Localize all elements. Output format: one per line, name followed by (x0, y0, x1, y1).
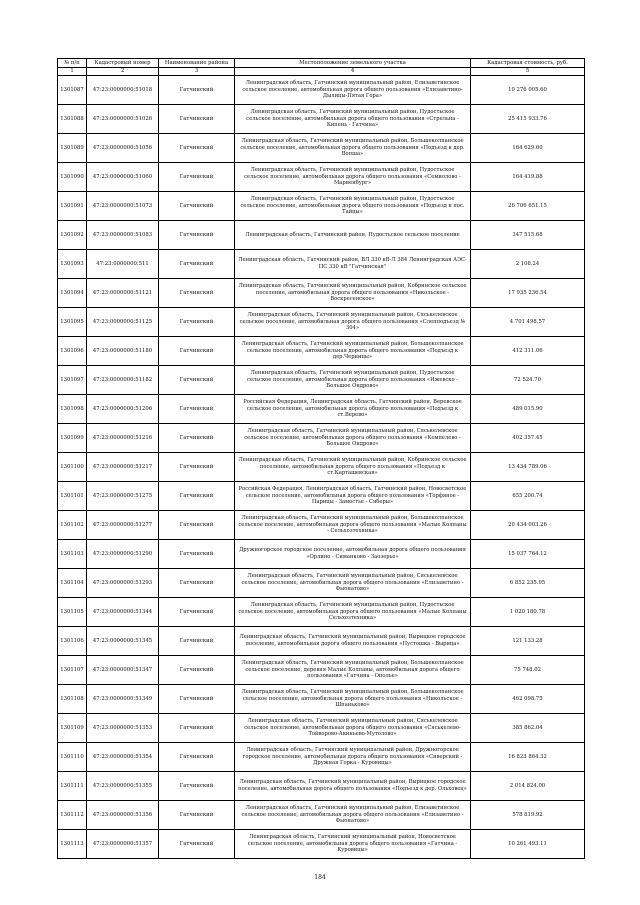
district-cell: Гатчинский (159, 685, 235, 714)
cadastral-number-cell: 47:23:0000000:51180 (87, 337, 159, 366)
location-cell: Ленинградская область, Гатчинский муниципальный район, Большеколпанское сельское поселение, автомобильная дорога общего пользования «Подъезд к дер. Вопша» (235, 134, 471, 163)
cadastral-value-cell: 72 524.70 (471, 366, 585, 395)
cadastral-number-cell: 47:23:0000000:51217 (87, 453, 159, 482)
table-row (58, 395, 585, 424)
column-number: 5 (471, 68, 585, 76)
cadastral-number-cell: 47:23:0000000:51216 (87, 424, 159, 453)
table-row (58, 540, 585, 569)
table-row (58, 337, 585, 366)
location-cell: Ленинградская область, Гатчинский муниципальный район, Сяськелевское сельское поселение, автомобильная дорога общего пользования «Кемпелево - Большое Ондрово» (235, 424, 471, 453)
location-cell: Ленинградская область, Гатчинский муниципальный район, Большеколпанское сельское поселение, автомобильная дорога общего пользования «Никольское - Шпаньково» (235, 685, 471, 714)
cadastral-value-cell: 462 098.75 (471, 685, 585, 714)
cadastral-number-cell: 47:23:0000000:51355 (87, 772, 159, 801)
row-number-cell: 1301091 (58, 192, 87, 221)
cadastral-value-cell: 25 415 933.76 (471, 105, 585, 134)
row-number-cell: 1301109 (58, 714, 87, 743)
cadastral-number-cell: 47:23:0000000:51356 (87, 801, 159, 830)
cadastral-value-cell: 17 935 236.54 (471, 279, 585, 308)
header-district: Наименование района (159, 59, 235, 68)
cadastral-value-cell: 4 701 498.57 (471, 308, 585, 337)
table-row (58, 192, 585, 221)
district-cell: Гатчинский (159, 250, 235, 279)
district-cell: Гатчинский (159, 279, 235, 308)
location-cell: Ленинградская область, Гатчинский муниципальный район, Вырицкое городское поселение, автомобильная дорога общего пользования «Пустошка - Вырица» (235, 627, 471, 656)
cadastral-value-cell: 16 823 864.32 (471, 743, 585, 772)
table-row (58, 221, 585, 250)
table-row (58, 163, 585, 192)
location-cell: Ленинградская область, Гатчинский муниципальный район, Пудостьское сельское поселение, автомобильная дорога общего пользования «Подъезд к пос. Тайцы» (235, 192, 471, 221)
district-cell: Гатчинский (159, 772, 235, 801)
cadastral-number-cell: 47:23:0000000:51275 (87, 482, 159, 511)
cadastral-value-cell: 1 020 180.78 (471, 598, 585, 627)
cadastral-number-cell: 47:23:0000000:51018 (87, 76, 159, 105)
cadastral-number-cell: 47:23:0000000:51344 (87, 598, 159, 627)
cadastral-number-cell: 47:23:0000000:51121 (87, 279, 159, 308)
location-cell: Ленинградская область, Гатчинский муниципальный район, Пудостьское сельское поселение, автомобильная дорога общего пользования «Стрельна - Кипень - Гатчина» (235, 105, 471, 134)
cadastral-value-cell: 2 108.24 (471, 250, 585, 279)
cadastral-number-cell: 47:23:0000000:51026 (87, 105, 159, 134)
header-cadastral-value: Кадастровая стоимость, руб. (471, 59, 585, 68)
cadastral-number-cell: 47:23:0000000:51345 (87, 627, 159, 656)
table-row (58, 569, 585, 598)
table-row (58, 308, 585, 337)
cadastral-table (57, 58, 585, 859)
page-number: 184 (314, 874, 326, 881)
row-number-cell: 1301106 (58, 627, 87, 656)
cadastral-number-cell: 47:23:0000000:51060 (87, 163, 159, 192)
table-row (58, 743, 585, 772)
row-number-cell: 1301095 (58, 308, 87, 337)
row-number-cell: 1301104 (58, 569, 87, 598)
district-cell: Гатчинский (159, 192, 235, 221)
location-cell: Ленинградская область, Гатчинский муниципальный район, Большеколпанское сельское поселение, автомобильная дорога общего пользования «Подъезд к дер.Черницы» (235, 337, 471, 366)
district-cell: Гатчинский (159, 801, 235, 830)
location-cell: Российская Федерация, Ленинградская область, Гатчинский район, Новосветское сельское поселение, автомобильная дорога общего пользования «Торфяное - Парицы - Замостье - Сяберы» (235, 482, 471, 511)
row-number-cell: 1301100 (58, 453, 87, 482)
table-row (58, 279, 585, 308)
district-cell: Гатчинский (159, 424, 235, 453)
location-cell: Ленинградская область, Гатчинский муниципальный район, Новосветское сельское поселение, автомобильная дорога общего пользования «Гатчина - Куровицы» (235, 830, 471, 859)
column-number: 3 (159, 68, 235, 76)
cadastral-value-cell: 578 819.92 (471, 801, 585, 830)
cadastral-value-cell: 164 629.60 (471, 134, 585, 163)
cadastral-value-cell: 13 434 789.06 (471, 453, 585, 482)
district-cell: Гатчинский (159, 830, 235, 859)
table-body (58, 76, 585, 859)
location-cell: Ленинградская область, Гатчинский муниципальный район, Кобринское сельское поселение, автомобильная дорога общего пользования «Подъезд к ст.Карташевская» (235, 453, 471, 482)
cadastral-number-cell: 47:23:0000000:51293 (87, 569, 159, 598)
cadastral-value-cell: 164 419.88 (471, 163, 585, 192)
row-number-cell: 1301093 (58, 250, 87, 279)
district-cell: Гатчинский (159, 482, 235, 511)
table-row (58, 714, 585, 743)
cadastral-number-cell: 47:23:0000000:51083 (87, 221, 159, 250)
district-cell: Гатчинский (159, 743, 235, 772)
document-page (57, 58, 584, 859)
location-cell: Ленинградская область, Гатчинский район, Пудостьское сельское поселение (235, 221, 471, 250)
row-number-cell: 1301098 (58, 395, 87, 424)
table-row (58, 801, 585, 830)
table-row (58, 598, 585, 627)
header-row (58, 59, 585, 68)
row-number-cell: 1301097 (58, 366, 87, 395)
row-number-cell: 1301094 (58, 279, 87, 308)
header-cadastral-number: Кадастровый номер (87, 59, 159, 68)
table-row (58, 366, 585, 395)
location-cell: Ленинградская область, Гатчинский муниципальный район, Большеколпанское сельское поселение, автомобильная дорога общего пользования «Малые Колпаны - Сельхозтехника» (235, 511, 471, 540)
district-cell: Гатчинский (159, 163, 235, 192)
location-cell: Ленинградская область, Гатчинский муниципальный район, Большеколпанское сельское поселение, деревня Малые Колпаны, автомобильная дорога общего пользования «Гатчина - Ополье» (235, 656, 471, 685)
table-row (58, 134, 585, 163)
cadastral-number-cell: 47:23:0000000:51206 (87, 395, 159, 424)
cadastral-value-cell: 75 748.02 (471, 656, 585, 685)
cadastral-number-cell: 47:23:0000000:51125 (87, 308, 159, 337)
row-number-cell: 1301099 (58, 424, 87, 453)
row-number-cell: 1301107 (58, 656, 87, 685)
location-cell: Ленинградская область, Гатчинский район, ВЛ 330 кВ-Л 384 Ленинградская АЭС-ПС 330 кВ "Гатчинская" (235, 250, 471, 279)
cadastral-number-cell: 47:23:0000000:51353 (87, 714, 159, 743)
row-number-cell: 1301102 (58, 511, 87, 540)
table-row (58, 627, 585, 656)
location-cell: Ленинградская область, Гатчинский муниципальный район, Пудостьское сельское поселение, автомобильная дорога общего пользования «Малые Колпаны Сельхозтехника» (235, 598, 471, 627)
district-cell: Гатчинский (159, 453, 235, 482)
column-number: 1 (58, 68, 87, 76)
row-number-cell: 1301096 (58, 337, 87, 366)
cadastral-value-cell: 26 706 651.15 (471, 192, 585, 221)
cadastral-number-cell: 47:23:0000000:51290 (87, 540, 159, 569)
cadastral-number-cell: 47:23:0000000:511 (87, 250, 159, 279)
location-cell: Ленинградская область, Гатчинский муниципальный район, Сяськелевское сельское поселение, автомобильная дорога общего пользования «Елизаветино - Фьюнатово» (235, 569, 471, 598)
district-cell: Гатчинский (159, 105, 235, 134)
location-cell: Дружногорское городское поселение, автомобильная дорога общего пользования «Орлино - Симанково - Заозерье» (235, 540, 471, 569)
row-number-cell: 1301089 (58, 134, 87, 163)
cadastral-number-cell: 47:23:0000000:51357 (87, 830, 159, 859)
cadastral-value-cell: 385 862.04 (471, 714, 585, 743)
table-row (58, 424, 585, 453)
district-cell: Гатчинский (159, 366, 235, 395)
cadastral-number-cell: 47:23:0000000:51354 (87, 743, 159, 772)
cadastral-number-cell: 47:23:0000000:51347 (87, 656, 159, 685)
cadastral-number-cell: 47:23:0000000:51277 (87, 511, 159, 540)
location-cell: Российская Федерация, Ленинградская область, Гатчинский район, Веревское сельское поселение, автомобильная дорога общего пользования «Подъезд к ст.Верево» (235, 395, 471, 424)
district-cell: Гатчинский (159, 308, 235, 337)
header-location: Местоположение земельного участка (235, 59, 471, 68)
cadastral-value-cell: 20 434 003.26 (471, 511, 585, 540)
location-cell: Ленинградская область, Гатчинский муниципальный район, Кобринское сельское поселение, автомобильная дорога общего пользования «Никольское - Воскресенское» (235, 279, 471, 308)
cadastral-value-cell: 15 037 764.12 (471, 540, 585, 569)
table-row (58, 685, 585, 714)
location-cell: Ленинградская область, Гатчинский муниципальный район, Пудостьское сельское поселение, автомобильная дорога общего пользования «Семиолово - Мариенбург» (235, 163, 471, 192)
district-cell: Гатчинский (159, 598, 235, 627)
district-cell: Гатчинский (159, 221, 235, 250)
cadastral-value-cell: 10 276 005.60 (471, 76, 585, 105)
table-row (58, 105, 585, 134)
row-number-cell: 1301108 (58, 685, 87, 714)
district-cell: Гатчинский (159, 134, 235, 163)
district-cell: Гатчинский (159, 511, 235, 540)
cadastral-value-cell: 402 357.45 (471, 424, 585, 453)
location-cell: Ленинградская область, Гатчинский муниципальный район, Дружногорское городское поселение, автомобильная дорога общего пользования «Сиверский - Дружная Горка - Куровицы» (235, 743, 471, 772)
cadastral-value-cell: 121 133.28 (471, 627, 585, 656)
cadastral-number-cell: 47:23:0000000:51182 (87, 366, 159, 395)
district-cell: Гатчинский (159, 76, 235, 105)
district-cell: Гатчинский (159, 337, 235, 366)
location-cell: Ленинградская область, Гатчинский муниципальный район, Сяськелевское сельское поселение, автомобильная дорога общего пользования «Слепподъезд № 304» (235, 308, 471, 337)
row-number-cell: 1301112 (58, 801, 87, 830)
row-number-cell: 1301088 (58, 105, 87, 134)
district-cell: Гатчинский (159, 714, 235, 743)
location-cell: Ленинградская область, Гатчинский муниципальный район, Елизаветинское сельское поселение, автомобильная дорога общего пользования «Елизаветино - Фьюнатово» (235, 801, 471, 830)
district-cell: Гатчинский (159, 540, 235, 569)
column-number: 4 (235, 68, 471, 76)
table-row (58, 250, 585, 279)
location-cell: Ленинградская область, Гатчинский муниципальный район, Пудостьское сельское поселение, автомобильная дорога общего пользования «Ижевско - Большое Ондрово» (235, 366, 471, 395)
district-cell: Гатчинский (159, 656, 235, 685)
row-number-cell: 1301110 (58, 743, 87, 772)
column-number: 2 (87, 68, 159, 76)
cadastral-number-cell: 47:23:0000000:51056 (87, 134, 159, 163)
location-cell: Ленинградская область, Гатчинский муниципальный район, Елизаветинское сельское поселение, автомобильная дорога общего пользования «Елизаветино-Дылицы-Пятая Гора» (235, 76, 471, 105)
header-number: № п/п (58, 59, 87, 68)
district-cell: Гатчинский (159, 627, 235, 656)
table-row (58, 772, 585, 801)
row-number-cell: 1301101 (58, 482, 87, 511)
cadastral-value-cell: 347 515.68 (471, 221, 585, 250)
row-number-cell: 1301105 (58, 598, 87, 627)
cadastral-number-cell: 47:23:0000000:51073 (87, 192, 159, 221)
cadastral-value-cell: 489 015.90 (471, 395, 585, 424)
row-number-cell: 1301092 (58, 221, 87, 250)
location-cell: Ленинградская область, Гатчинский муниципальный район, Сяськелевское сельское поселение, автомобильная дорога общего пользования «Сяськелево-Тойворово-Акиньево-Мутолово» (235, 714, 471, 743)
cadastral-value-cell: 6 852 235.95 (471, 569, 585, 598)
table-row (58, 453, 585, 482)
cadastral-value-cell: 412 311.06 (471, 337, 585, 366)
cadastral-number-cell: 47:23:0000000:51349 (87, 685, 159, 714)
table-row (58, 511, 585, 540)
district-cell: Гатчинский (159, 395, 235, 424)
location-cell: Ленинградская область, Гатчинский муниципальный район, Вырицкое городское поселение, автомобильная дорога общего пользования «Подъезд к дер. Ольховец» (235, 772, 471, 801)
row-number-cell: 1301090 (58, 163, 87, 192)
table-row (58, 76, 585, 105)
row-number-cell: 1301087 (58, 76, 87, 105)
row-number-cell: 1301111 (58, 772, 87, 801)
row-number-cell: 1301103 (58, 540, 87, 569)
cadastral-value-cell: 655 200.74 (471, 482, 585, 511)
table-row (58, 482, 585, 511)
cadastral-value-cell: 10 261 493.11 (471, 830, 585, 859)
district-cell: Гатчинский (159, 569, 235, 598)
table-row (58, 830, 585, 859)
row-number-cell: 1301113 (58, 830, 87, 859)
table-row (58, 656, 585, 685)
column-number-row (58, 68, 585, 76)
cadastral-value-cell: 2 014 824.00 (471, 772, 585, 801)
